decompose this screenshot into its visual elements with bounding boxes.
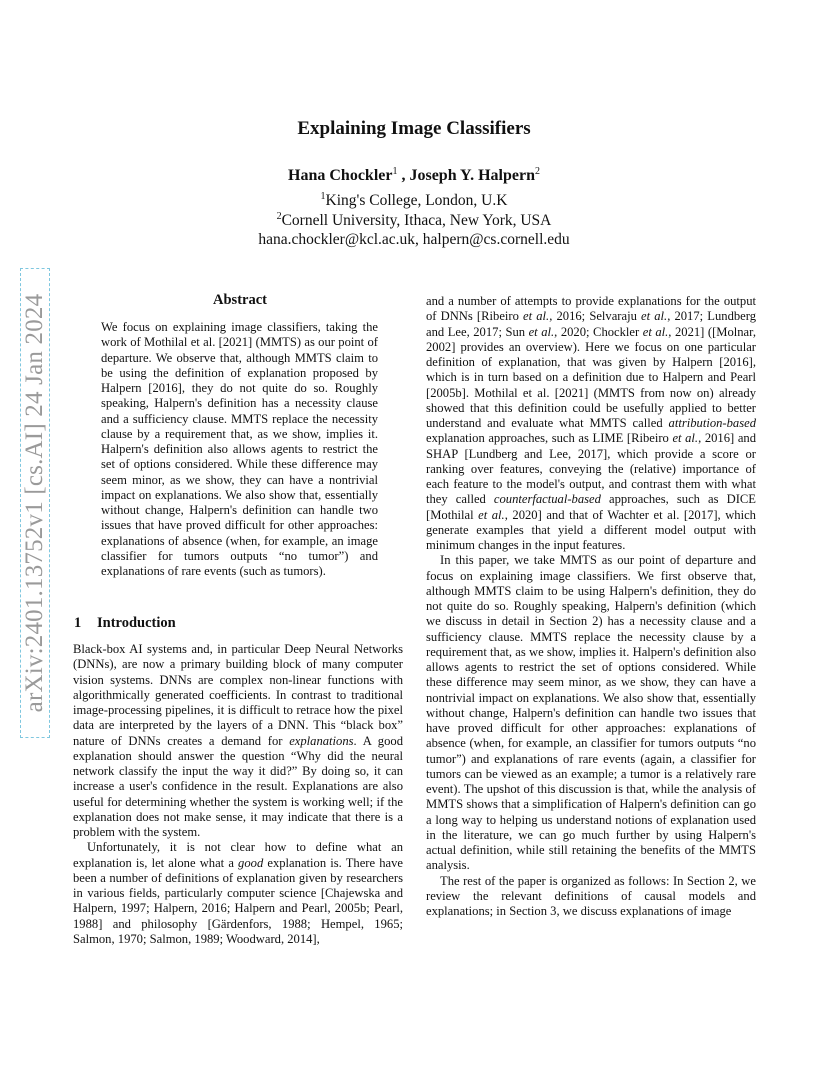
paragraph: The rest of the paper is organized as follows: In Section 2, we review the relevant definitions of causal models and explanations; in Section 3, we discuss explanations of image xyxy=(426,873,756,918)
text-run: . A good explanation should answer the question “Why did the neural network classify the input the way it did?” By doing so, it can increase a user's confidence in the result. Explanations are also useful for determining whether the system is working well; if the explanation does not make sense, it may indicate that there is a problem with the system. xyxy=(73,733,403,839)
affiliation-text: King's College, London, U.K xyxy=(325,192,508,209)
emphasis: counterfactual-based xyxy=(493,492,601,507)
emphasis: explanations xyxy=(289,733,354,748)
emphasis: good xyxy=(238,855,264,870)
affil-marker: 1 xyxy=(320,191,326,202)
text-run: and a number of attempts to provide explanations for the output of DNNs [Ribeiro xyxy=(426,294,756,324)
left-column xyxy=(73,642,403,947)
paragraph xyxy=(426,294,756,553)
author-separator: , xyxy=(397,167,410,184)
text-run: , 2021] ([Molnar, 2002] provides an overview). Here we focus on one particular definition of explanation, that was given by Halpern [2016], which is in turn based on a definition due to Halpern and Pearl [2005b]. Mothilal et al. [2021] (MMTS from now on) already showed that this definition could be usefully applied to better understand and evaluate what MMTS called xyxy=(426,324,756,430)
right-column xyxy=(426,294,756,919)
section-number: 1 xyxy=(74,615,82,631)
affiliation-text: Cornell University, Ithaca, New York, USA xyxy=(281,212,552,229)
author-affil-marker: 1 xyxy=(392,166,398,177)
text-run: , 2020; Chockler xyxy=(554,324,643,339)
author-name: Joseph Y. Halpern xyxy=(409,167,535,184)
emphasis: et al. xyxy=(672,431,699,446)
text-run: explanation is. There have been a number of definitions of explanation given by researchers in various fields, particularly computer science [Chajewska and Halpern, 1997; Halpern, 2016; Halpern and Pearl, 2005b; Pearl, 1988] and philosophy [Gärdenfors, 1988; Hempel, 1965; Salmon, 1970; Salmon, 1989; Woodward, 2014], xyxy=(73,855,403,946)
emphasis: et al. xyxy=(642,324,669,339)
emphasis: et al. xyxy=(641,309,668,324)
paragraph xyxy=(73,642,403,840)
affiliation-line xyxy=(0,211,828,230)
text-run: , 2020] and that of Wachter et al. [2017], which generate examples that yield a different model output with minimum changes in the input features. xyxy=(426,507,756,552)
author-affil-marker: 2 xyxy=(534,166,540,177)
emphasis: et al. xyxy=(528,324,555,339)
affiliation-line xyxy=(0,191,828,210)
affil-marker: 2 xyxy=(276,211,282,222)
author-name: Hana Chockler xyxy=(288,167,393,184)
emphasis: attribution-based xyxy=(668,416,756,430)
emphasis: et al. xyxy=(478,507,505,522)
text-run: , 2016] and SHAP [Lundberg and Lee, 2017], which provide a score or ranking over features, conveying the (relative) importance of each feature to the model's output, and contrast them with what they called xyxy=(426,431,756,507)
section-heading xyxy=(74,615,176,632)
author-line xyxy=(0,166,828,185)
text-run: , 2017; Lundberg and Lee, 2017; Sun xyxy=(426,309,757,339)
text-run: Black-box AI systems and, in particular Deep Neural Networks (DNNs), are now a primary building block of many computer vision systems. DNNs are complex non-linear functions with algorithmically generated coefficients. In contrast to traditional image-processing pipelines, it is difficult to retrace how the pixel data are interpreted by the layers of a DNN. This “black box” nature of DNNs creates a demand for xyxy=(73,642,403,748)
paragraph xyxy=(73,840,403,947)
abstract-text: We focus on explaining image classifiers, taking the work of Mothilal et al. [2021] (MMTS) as our point of departure. We observe that, although MMTS claim to be using the definition of explanation proposed by Halpern [2016], they do not quite do so. Roughly speaking, Halpern's definition has a necessity clause and a sufficiency clause. MMTS replace the necessity clause by a requirement that, as we show, implies it. Halpern's definition also allows agents to restrict the set of options considered. While these difference may seem minor, as we show, they can have a nontrivial impact on explanations. We also show that, essentially without change, Halpern's definition can handle two issues that have proved difficult for other approaches: explanations of absence (when, for example, an image classifier for tumors outputs “no tumor”) and explanations of rare events (such as tumors). xyxy=(101,320,378,578)
text-run: approaches, such as DICE [Mothilal xyxy=(426,492,756,522)
emphasis: et al. xyxy=(523,309,550,324)
paragraph: In this paper, we take MMTS as our point of departure and focus on explaining image classifiers. We first observe that, although MMTS claim to be using Halpern's definition, they do not quite do so. Roughly speaking, Halpern's definition (which we discuss in detail in Section 2) has a necessity clause and a sufficiency clause. MMTS replace the necessity clause by a requirement that, as we show, implies it. Halpern's definition also allows agents to restrict the set of options considered. While these difference may seem minor, as we show, they can have a nontrivial impact on explanations. We also show that, essentially without change, Halpern's definition can handle two issues that have proved difficult for other approaches: explanations of absence (when, for example, an classifier for tumors outputs “no tumor”) and explanations of rare events (again, a classifier for tumors can be viewed as an example; a tumor is a relatively rare event). The upshot of this discussion is that, while the analysis of MMTS shows that a simplification of Halpern's definition can go a long way to helping us understand notions of explanation used in the literature, we can go much further by using Halpern's actual definition, while still retaining the benefits of the MMTS analysis. xyxy=(426,553,756,873)
abstract-heading: Abstract xyxy=(213,292,267,308)
text-run: Unfortunately, it is not clear how to define what an explanation is, let alone what a xyxy=(73,840,403,870)
text-run: explanation approaches, such as LIME [Ribeiro xyxy=(426,431,673,446)
arxiv-identifier: arXiv:2401.13752v1 [cs.AI] 24 Jan 2024 xyxy=(21,293,48,713)
abstract-body xyxy=(101,320,378,579)
text-run: , 2016; Selvaraju xyxy=(549,309,642,324)
paper-title: Explaining Image Classifiers xyxy=(297,118,531,139)
section-title: Introduction xyxy=(97,615,176,631)
arxiv-stamp xyxy=(14,268,54,738)
author-emails: hana.chockler@kcl.ac.uk, halpern@cs.cornell.edu xyxy=(258,231,570,248)
